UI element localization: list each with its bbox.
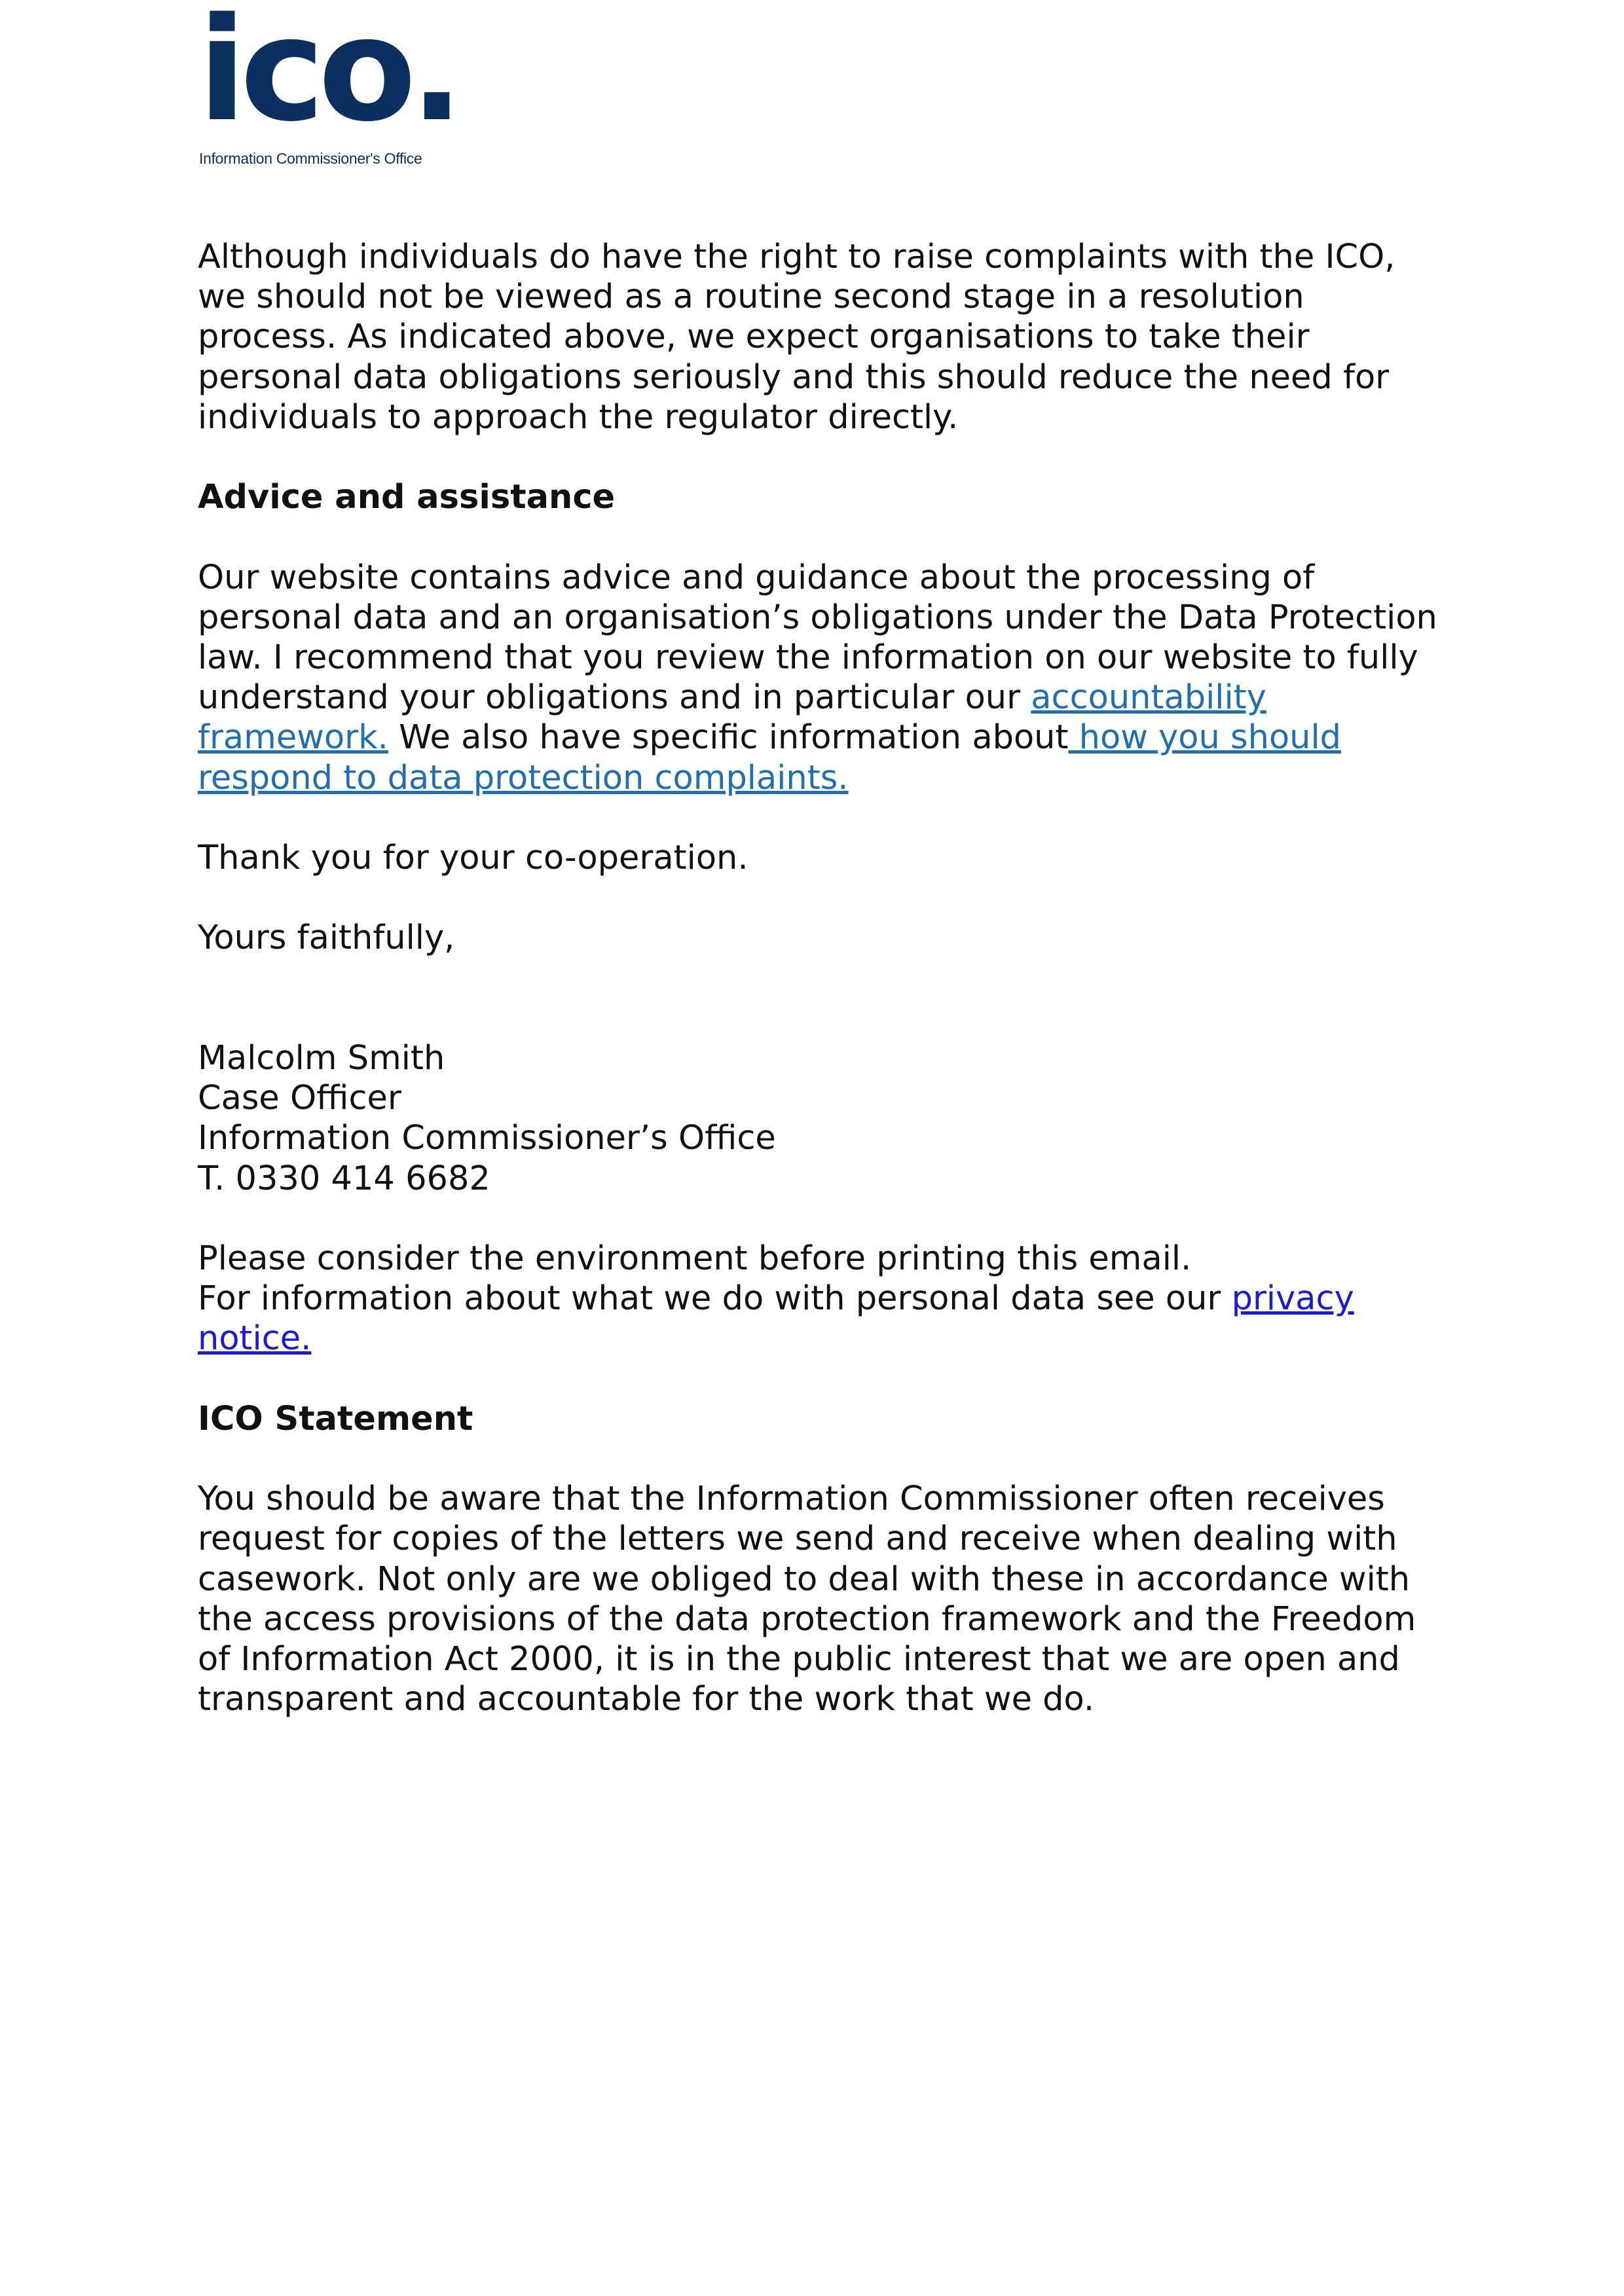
complaints-guidance-link[interactable]: how you should respond to data protection complaints. [198, 718, 1342, 797]
spacer [198, 1199, 1442, 1239]
spacer [198, 517, 1442, 557]
spacer [198, 798, 1442, 838]
statement-heading: ICO Statement [198, 1399, 473, 1438]
signature-spacer [198, 958, 1442, 1038]
advice-text-2: We also have specific information about [388, 718, 1069, 757]
advice-paragraph [198, 558, 1442, 798]
privacy-notice-link[interactable]: privacy notice. [198, 1279, 1354, 1358]
signature-block [198, 1038, 1442, 1199]
privacy-paragraph [198, 1279, 1442, 1358]
accountability-framework-link[interactable]: accountability framework. [198, 678, 1266, 757]
signature-role: Case Officer [198, 1079, 401, 1118]
signature-name: Malcolm Smith [198, 1038, 445, 1078]
ico-logo-mark: ico. [198, 0, 458, 153]
spacer [198, 1439, 1442, 1479]
privacy-text: For information about what we do with personal data see our [198, 1279, 1232, 1319]
spacer [198, 878, 1442, 918]
letter-body [198, 237, 1442, 1719]
ico-logo [198, 0, 473, 167]
intro-paragraph: Although individuals do have the right to raise complaints with the ICO, we should not be viewed as a routine second stage in a resolution process. As indicated above, we expect organisations to take their personal data obligations seriously and this should reduce the need for individuals to approach the regulator directly. [198, 238, 1395, 437]
environment-note: Please consider the environment before printing this email. [198, 1239, 1192, 1278]
advice-text-1: Our website contains advice and guidance about the processing of personal data and an organisation’s obligations under the Data Protection law. I recommend that you review the information on our website to fully understand your obligations and in particular our [198, 558, 1437, 718]
signoff-line: Yours faithfully, [198, 919, 455, 958]
spacer [198, 437, 1442, 477]
thanks-line: Thank you for your co-operation. [198, 839, 748, 877]
ico-logo-subtitle: Information Commissioner's Office [199, 150, 422, 167]
statement-paragraph: You should be aware that the Information Commissioner often receives request for copies of the letters we send and receive when dealing with casework. Not only are we obliged to deal with these in accordance with the access provisions of the data protection framework and the Freedom of Information Act 2000, it is in the public interest that we are open and transparent and accountable for the work that we do. [198, 1480, 1416, 1719]
signature-phone: T. 0330 414 6682 [198, 1159, 490, 1198]
signature-organisation: Information Commissioner’s Office [198, 1119, 776, 1158]
advice-heading: Advice and assistance [198, 478, 616, 517]
spacer [198, 1359, 1442, 1399]
